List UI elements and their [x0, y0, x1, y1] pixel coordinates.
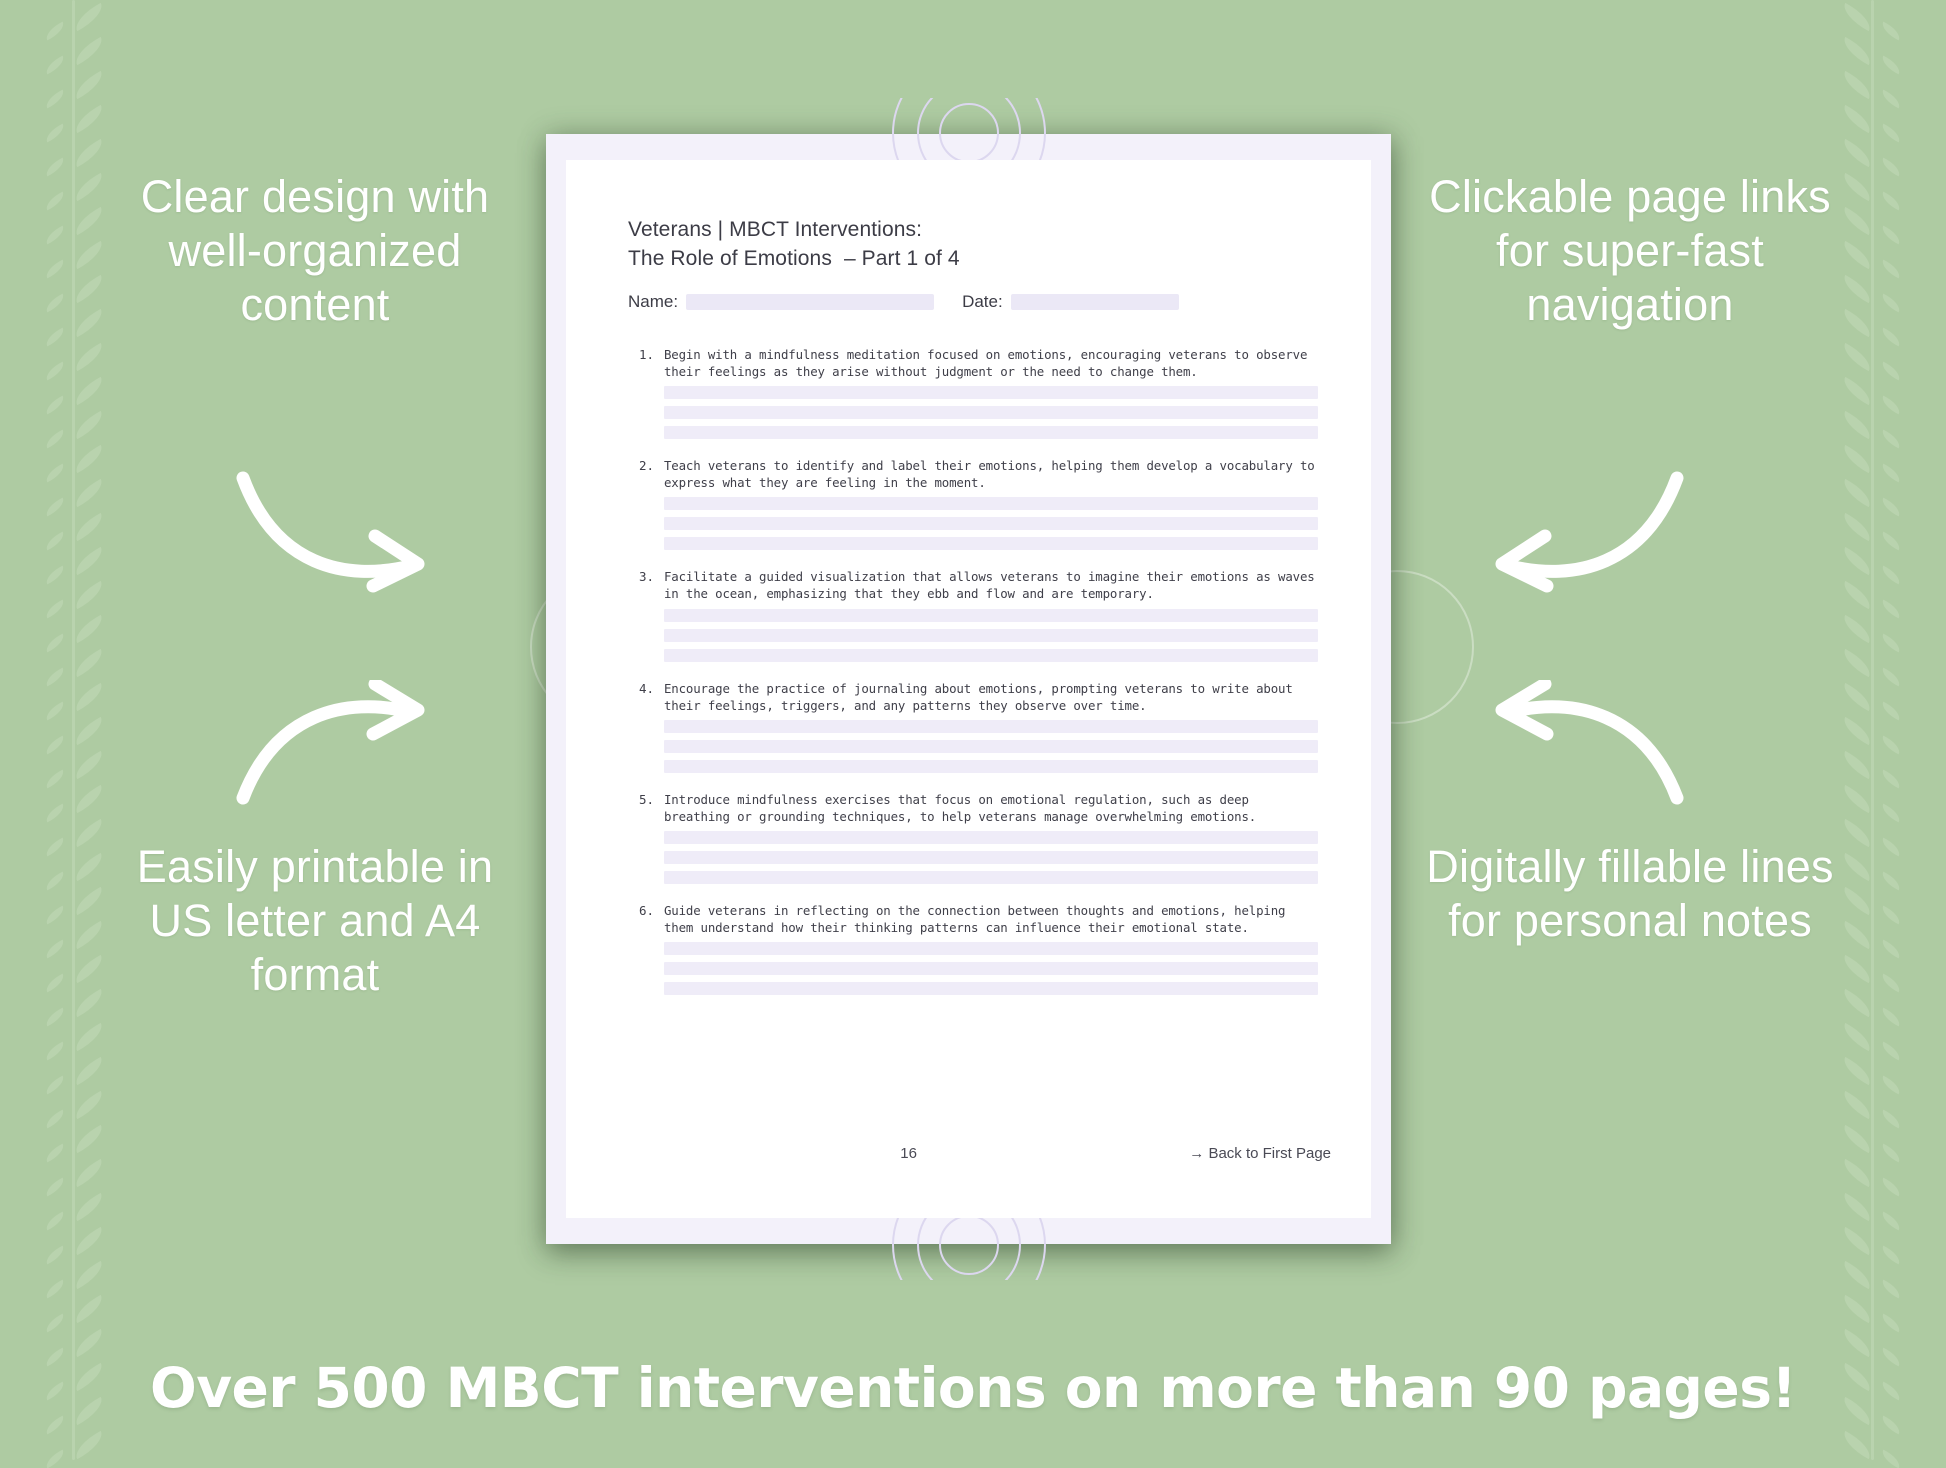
floral-leaf	[71, 1261, 108, 1289]
fillable-line[interactable]	[664, 517, 1318, 530]
floral-leaf	[1839, 1193, 1876, 1221]
floral-leaf	[1839, 819, 1876, 847]
floral-leaf	[43, 498, 67, 517]
floral-leaf	[1839, 71, 1876, 99]
floral-leaf	[1879, 1008, 1903, 1027]
floral-leaf	[71, 853, 108, 881]
floral-leaf	[1839, 309, 1876, 337]
floral-leaf	[71, 513, 108, 541]
floral-leaf	[71, 547, 108, 575]
floral-leaf	[43, 22, 67, 41]
floral-leaf	[1879, 566, 1903, 585]
floral-leaf	[1839, 887, 1876, 915]
floral-leaf	[43, 736, 67, 755]
floral-leaf	[71, 1057, 108, 1085]
floral-leaf	[1839, 513, 1876, 541]
fillable-line[interactable]	[664, 831, 1318, 844]
floral-leaf	[43, 430, 67, 449]
floral-leaf	[43, 1110, 67, 1129]
floral-leaf	[71, 309, 108, 337]
floral-leaf	[43, 294, 67, 313]
floral-leaf	[71, 649, 108, 677]
floral-leaf	[1839, 139, 1876, 167]
intervention-text-row	[628, 791, 1318, 825]
floral-leaf	[1879, 974, 1903, 993]
floral-leaf	[1839, 921, 1876, 949]
name-date-row	[628, 292, 1318, 312]
floral-leaf	[71, 887, 108, 915]
floral-leaf	[43, 600, 67, 619]
floral-leaf	[43, 1042, 67, 1061]
floral-leaf	[1839, 1329, 1876, 1357]
floral-leaf	[43, 974, 67, 993]
floral-leaf	[71, 1091, 108, 1119]
fillable-lines-group	[664, 497, 1318, 550]
floral-leaf	[43, 1144, 67, 1163]
floral-leaf	[43, 804, 67, 823]
caption-fillable-lines: Digitally fillable lines for personal notes	[1426, 841, 1834, 946]
floral-leaf	[71, 139, 108, 167]
floral-leaf	[43, 1314, 67, 1333]
floral-leaf	[71, 1295, 108, 1323]
floral-leaf	[1879, 1450, 1903, 1468]
floral-leaf	[71, 1431, 108, 1459]
caption-printable: Easily printable in US letter and A4 format	[136, 841, 494, 1000]
intervention-number: 5.	[638, 791, 654, 807]
floral-leaf	[71, 989, 108, 1017]
floral-leaf	[1839, 955, 1876, 983]
floral-leaf	[43, 1076, 67, 1095]
fillable-line[interactable]	[664, 760, 1318, 773]
floral-leaf	[1839, 649, 1876, 677]
arrow-top-right-icon	[1475, 470, 1685, 600]
fillable-line[interactable]	[664, 851, 1318, 864]
floral-leaf	[1839, 1295, 1876, 1323]
floral-leaf	[1839, 343, 1876, 371]
floral-leaf	[1839, 411, 1876, 439]
title-line-1: Veterans | MBCT Interventions:	[628, 218, 923, 241]
fillable-line[interactable]	[664, 720, 1318, 733]
floral-leaf	[1879, 90, 1903, 109]
floral-leaf	[71, 275, 108, 303]
floral-leaf	[1879, 260, 1903, 279]
floral-leaf	[43, 1008, 67, 1027]
floral-leaf	[1839, 751, 1876, 779]
intervention-item	[628, 791, 1318, 884]
fillable-line[interactable]	[664, 406, 1318, 419]
intervention-text: Facilitate a guided visualization that allows veterans to imagine their emotions as waves in the ocean, emphasizing that they ebb and flow and are temporary.	[664, 569, 1315, 602]
floral-leaf	[71, 615, 108, 643]
floral-leaf	[1839, 3, 1876, 31]
page-content-area	[566, 160, 1371, 1218]
floral-leaf	[1879, 1212, 1903, 1231]
floral-leaf	[1879, 770, 1903, 789]
document-body	[628, 216, 1318, 1013]
floral-leaf	[1839, 717, 1876, 745]
fillable-line[interactable]	[664, 426, 1318, 439]
floral-leaf	[71, 445, 108, 473]
floral-leaf	[43, 770, 67, 789]
floral-leaf	[1839, 241, 1876, 269]
floral-leaf	[1879, 396, 1903, 415]
floral-leaf	[43, 362, 67, 381]
floral-leaf	[71, 1023, 108, 1051]
floral-leaf	[1839, 1227, 1876, 1255]
date-input[interactable]	[1011, 294, 1179, 310]
fillable-line[interactable]	[664, 497, 1318, 510]
intervention-item	[628, 457, 1318, 550]
name-label: Name:	[628, 291, 679, 311]
intervention-item	[628, 568, 1318, 661]
arrow-bottom-left-icon	[235, 680, 445, 810]
floral-leaf	[1879, 498, 1903, 517]
fillable-line[interactable]	[664, 649, 1318, 662]
floral-leaf	[43, 158, 67, 177]
floral-leaf	[43, 906, 67, 925]
floral-leaf	[43, 192, 67, 211]
intervention-text: Introduce mindfulness exercises that focus on emotional regulation, such as deep breathing or grounding techniques, to help veterans manage overwhelming emotions.	[664, 791, 1257, 824]
floral-leaf	[71, 343, 108, 371]
arrow-top-left-icon	[235, 470, 445, 600]
floral-leaf	[43, 668, 67, 687]
floral-leaf	[43, 464, 67, 483]
floral-leaf	[1879, 158, 1903, 177]
floral-leaf	[43, 532, 67, 551]
intervention-item	[628, 346, 1318, 439]
floral-leaf	[1879, 1178, 1903, 1197]
floral-leaf	[71, 785, 108, 813]
floral-leaf	[1879, 906, 1903, 925]
floral-leaf	[1839, 275, 1876, 303]
floral-leaf	[71, 71, 108, 99]
floral-leaf	[1839, 683, 1876, 711]
floral-leaf	[1839, 785, 1876, 813]
floral-leaf	[1839, 1125, 1876, 1153]
floral-leaf	[43, 260, 67, 279]
floral-leaf	[1879, 668, 1903, 687]
floral-leaf	[43, 1212, 67, 1231]
floral-leaf	[1879, 56, 1903, 75]
fillable-line[interactable]	[664, 962, 1318, 975]
page-footer	[628, 1145, 1331, 1162]
floral-leaf	[1839, 989, 1876, 1017]
floral-leaf	[71, 377, 108, 405]
floral-leaf	[1879, 702, 1903, 721]
floral-leaf	[1839, 37, 1876, 65]
floral-leaf	[1879, 430, 1903, 449]
floral-leaf	[1879, 226, 1903, 245]
floral-leaf	[43, 396, 67, 415]
intervention-text: Begin with a mindfulness meditation focused on emotions, encouraging veterans to observe their feelings as they arise without judgment or the need to change them.	[664, 346, 1308, 380]
floral-leaf	[1879, 600, 1903, 619]
floral-leaf	[1839, 547, 1876, 575]
floral-leaf	[1879, 192, 1903, 211]
floral-leaf	[43, 1246, 67, 1265]
floral-leaf	[43, 56, 67, 75]
floral-stem	[72, 0, 75, 1460]
fillable-line[interactable]	[664, 871, 1318, 884]
floral-leaf	[43, 1280, 67, 1299]
intervention-item	[628, 902, 1318, 995]
floral-leaf	[1879, 1076, 1903, 1095]
floral-leaf	[1839, 853, 1876, 881]
floral-leaf	[43, 1450, 67, 1468]
floral-leaf	[43, 940, 67, 959]
floral-leaf	[43, 702, 67, 721]
back-to-first-page-link[interactable]: → Back to First Page	[1189, 1145, 1331, 1162]
intervention-number: 2.	[638, 458, 654, 474]
fillable-lines-group	[664, 386, 1318, 439]
floral-leaf	[1839, 1023, 1876, 1051]
floral-leaf	[71, 1329, 108, 1357]
page-mandala-top-icon	[839, 98, 1099, 168]
floral-leaf	[1879, 1280, 1903, 1299]
floral-leaf	[43, 634, 67, 653]
floral-leaf	[71, 819, 108, 847]
floral-leaf	[71, 479, 108, 507]
worksheet-page	[546, 134, 1391, 1244]
floral-leaf	[71, 717, 108, 745]
floral-leaf	[71, 955, 108, 983]
floral-leaf	[1879, 1246, 1903, 1265]
floral-leaf	[1839, 173, 1876, 201]
floral-leaf	[71, 1159, 108, 1187]
floral-leaf	[1839, 1091, 1876, 1119]
floral-leaf	[1879, 736, 1903, 755]
page-number: 16	[900, 1145, 917, 1162]
floral-leaf	[71, 173, 108, 201]
fillable-lines-group	[664, 720, 1318, 773]
caption-clickable-links: Clickable page links for super-fast navigation	[1429, 171, 1831, 330]
floral-leaf	[1879, 362, 1903, 381]
floral-leaf	[1839, 1057, 1876, 1085]
intervention-number: 3.	[638, 569, 654, 585]
title-part: – Part 1 of 4	[843, 246, 960, 270]
intervention-text-row	[628, 346, 1318, 380]
floral-leaf	[71, 1227, 108, 1255]
floral-leaf	[71, 105, 108, 133]
floral-leaf	[71, 751, 108, 779]
floral-leaf	[43, 566, 67, 585]
fillable-line[interactable]	[664, 942, 1318, 955]
intervention-text: Teach veterans to identify and label their emotions, helping them develop a vocabulary to express what they are feeling in the moment.	[664, 458, 1315, 491]
fillable-line[interactable]	[664, 386, 1318, 399]
floral-leaf	[1879, 940, 1903, 959]
floral-leaf	[1839, 615, 1876, 643]
title-line-2: The Role of Emotions	[628, 246, 832, 270]
floral-leaf	[1879, 22, 1903, 41]
intervention-list	[628, 346, 1318, 995]
floral-leaf	[1839, 479, 1876, 507]
bottom-banner: Over 500 MBCT interventions on more than 90 pages!	[149, 1356, 1797, 1420]
floral-leaf	[1839, 1431, 1876, 1459]
floral-leaf	[1879, 1110, 1903, 1129]
floral-leaf	[1839, 445, 1876, 473]
floral-leaf	[71, 411, 108, 439]
floral-leaf	[1879, 872, 1903, 891]
floral-leaf	[71, 1125, 108, 1153]
floral-leaf	[71, 683, 108, 711]
floral-leaf	[1839, 1261, 1876, 1289]
floral-leaf	[1879, 464, 1903, 483]
intervention-number: 4.	[638, 680, 654, 696]
arrow-bottom-right-icon	[1475, 680, 1685, 810]
intervention-number: 1.	[638, 346, 654, 362]
floral-leaf	[1879, 1144, 1903, 1163]
floral-leaf	[71, 207, 108, 235]
title-line-2-row	[628, 245, 1318, 274]
floral-leaf	[1879, 532, 1903, 551]
intervention-text-row	[628, 680, 1318, 714]
fillable-lines-group	[664, 942, 1318, 995]
floral-leaf	[71, 1193, 108, 1221]
fillable-line[interactable]	[664, 982, 1318, 995]
intervention-text: Encourage the practice of journaling about emotions, prompting veterans to write about their feelings, triggers, and any patterns they observe over time.	[664, 680, 1293, 713]
fillable-line[interactable]	[664, 629, 1318, 642]
fillable-line[interactable]	[664, 740, 1318, 753]
intervention-text: Guide veterans in reflecting on the connection between thoughts and emotions, helping them understand how their thinking patterns can influence their emotional state.	[664, 903, 1286, 936]
floral-leaf	[1839, 581, 1876, 609]
intervention-number: 6.	[638, 903, 654, 919]
floral-leaf	[71, 581, 108, 609]
intervention-text-row	[628, 902, 1318, 936]
floral-leaf	[43, 328, 67, 347]
floral-leaf	[71, 3, 108, 31]
floral-leaf	[43, 872, 67, 891]
floral-leaf	[43, 1178, 67, 1197]
fillable-lines-group	[664, 609, 1318, 662]
floral-leaf	[71, 921, 108, 949]
floral-leaf	[1879, 804, 1903, 823]
floral-leaf	[1839, 377, 1876, 405]
intervention-item	[628, 680, 1318, 773]
name-input[interactable]	[686, 294, 934, 310]
floral-leaf	[43, 838, 67, 857]
date-label: Date:	[962, 291, 1003, 311]
fillable-line[interactable]	[664, 609, 1318, 622]
caption-clear-design: Clear design with well-organized content	[140, 171, 490, 330]
floral-leaf	[1879, 124, 1903, 143]
fillable-line[interactable]	[664, 537, 1318, 550]
floral-leaf	[1879, 634, 1903, 653]
intervention-text-row	[628, 568, 1318, 602]
intervention-text-row	[628, 457, 1318, 491]
floral-leaf	[43, 226, 67, 245]
floral-leaf	[71, 37, 108, 65]
floral-leaf	[71, 241, 108, 269]
floral-stem	[1871, 0, 1874, 1460]
floral-leaf	[1839, 207, 1876, 235]
floral-leaf	[1879, 1042, 1903, 1061]
floral-leaf	[1839, 1159, 1876, 1187]
floral-leaf	[1879, 328, 1903, 347]
fillable-lines-group	[664, 831, 1318, 884]
floral-leaf	[43, 124, 67, 143]
document-title	[628, 216, 1318, 274]
floral-leaf	[1879, 294, 1903, 313]
floral-leaf	[1879, 838, 1903, 857]
floral-leaf	[43, 90, 67, 109]
floral-leaf	[1839, 105, 1876, 133]
floral-leaf	[1879, 1314, 1903, 1333]
